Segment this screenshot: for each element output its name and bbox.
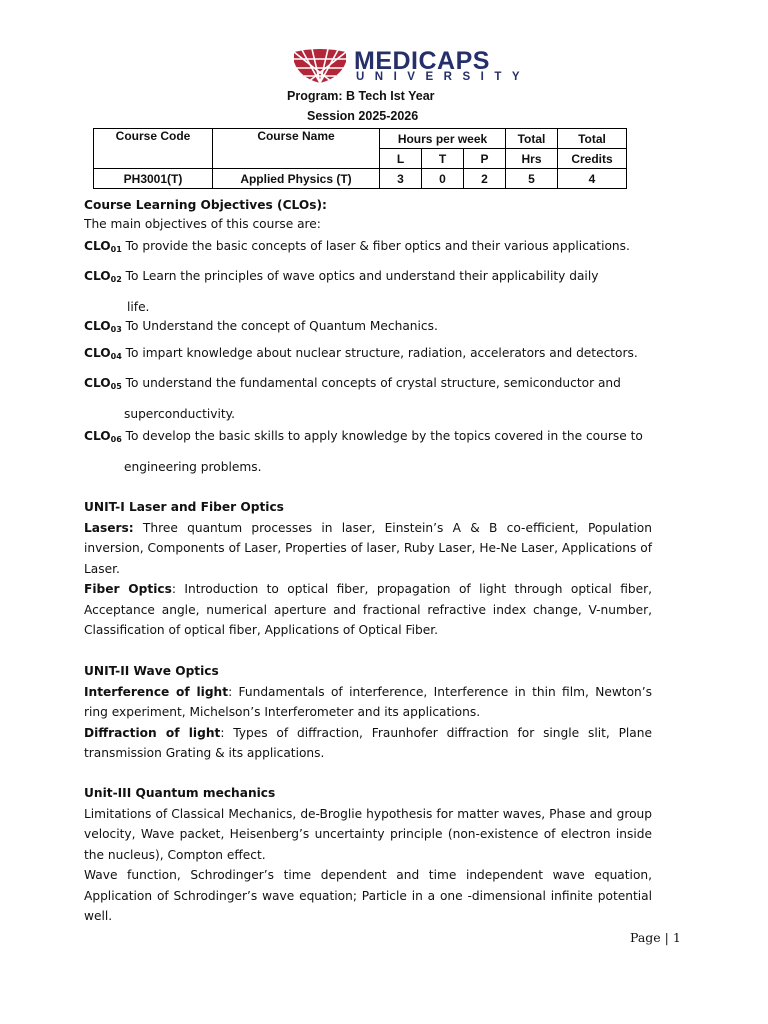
session-title: Session 2025-2026 bbox=[307, 109, 419, 123]
clo-text-continued: engineering problems. bbox=[124, 459, 262, 474]
clo-number: 01 bbox=[110, 245, 122, 254]
clo-heading: Course Learning Objectives (CLOs): bbox=[84, 198, 327, 212]
program-title: Program: B Tech Ist Year bbox=[287, 89, 435, 103]
header-p: P bbox=[464, 149, 506, 169]
header-l: L bbox=[380, 149, 422, 169]
cell-hrs: 5 bbox=[506, 169, 558, 189]
unit-1-paragraph-lasers bbox=[84, 518, 652, 580]
topic-text: : Introduction to optical fiber, propagation of light through optical fiber, Acceptance angle, numerical aperture and fractional refractive index change, V-number, Classification of optical fiber, Applications of Optical Fiber. bbox=[84, 582, 652, 637]
header-credits: Credits bbox=[558, 149, 627, 169]
clo-prefix: CLO bbox=[84, 429, 111, 443]
topic-label: Fiber Optics bbox=[84, 582, 172, 596]
cell-p: 2 bbox=[464, 169, 506, 189]
clo-number: 02 bbox=[110, 275, 122, 284]
topic-label: Diffraction of light bbox=[84, 725, 221, 740]
clo-text: To Understand the concept of Quantum Mechanics. bbox=[121, 319, 438, 333]
header-total-credits: Total bbox=[558, 129, 627, 149]
clo-text: To understand the fundamental concepts of crystal structure, semiconductor and bbox=[121, 376, 621, 390]
unit-3-title: Unit-III Quantum mechanics bbox=[84, 786, 276, 800]
unit-3-section bbox=[84, 783, 652, 927]
clo-prefix: CLO bbox=[84, 269, 111, 283]
clo-item bbox=[84, 370, 652, 427]
table-header-row bbox=[94, 129, 627, 149]
clo-text-continued: life. bbox=[127, 299, 150, 314]
table-row bbox=[94, 169, 627, 189]
clo-number: 06 bbox=[110, 435, 122, 444]
clo-number: 05 bbox=[110, 382, 122, 391]
clo-intro: The main objectives of this course are: bbox=[84, 217, 321, 231]
clo-prefix: CLO bbox=[84, 346, 111, 360]
clo-text-continued: superconductivity. bbox=[124, 406, 235, 421]
clo-number: 03 bbox=[110, 325, 122, 334]
header-course-code: Course Code bbox=[94, 129, 213, 169]
clo-number: 04 bbox=[110, 352, 122, 361]
topic-text: Three quantum processes in laser, Einstein’s A & B co-efficient, Population inversion, Components of Laser, Properties of laser, Ruby Laser, He-Ne Laser, Applications of Laser. bbox=[84, 520, 652, 576]
topic-text: : Fundamentals of interference, Interference in thin film, Newton’s ring experiment, Michelson’s Interferometer and its applications. bbox=[84, 684, 652, 719]
clo-text: To provide the basic concepts of laser & fiber optics and their various applications. bbox=[121, 239, 630, 253]
clo-prefix: CLO bbox=[84, 376, 111, 390]
logo-subtitle: UNIVERSITY bbox=[356, 71, 531, 83]
clo-text: To impart knowledge about nuclear structure, radiation, accelerators and detectors. bbox=[121, 346, 638, 360]
clo-item bbox=[84, 316, 652, 341]
clo-prefix: CLO bbox=[84, 239, 111, 253]
unit-1-section bbox=[84, 497, 652, 641]
unit-1-paragraph-fiber bbox=[84, 579, 652, 641]
header-total-hrs: Total bbox=[506, 129, 558, 149]
unit-2-section bbox=[84, 661, 652, 764]
header-course-name: Course Name bbox=[213, 129, 380, 169]
cell-t: 0 bbox=[422, 169, 464, 189]
header-t: T bbox=[422, 149, 464, 169]
clo-item bbox=[84, 236, 652, 261]
page-number: Page | 1 bbox=[630, 930, 681, 945]
clo-text: To Learn the principles of wave optics and understand their applicability daily bbox=[121, 269, 599, 283]
cell-course-name: Applied Physics (T) bbox=[213, 169, 380, 189]
university-emblem-icon bbox=[292, 48, 348, 84]
unit-2-title: UNIT-II Wave Optics bbox=[84, 664, 219, 678]
cell-course-code: PH3001(T) bbox=[94, 169, 213, 189]
header-hrs: Hrs bbox=[506, 149, 558, 169]
cell-l: 3 bbox=[380, 169, 422, 189]
cell-credits: 4 bbox=[558, 169, 627, 189]
logo-wordmark: MEDICAPS bbox=[354, 47, 490, 75]
topic-label: Interference of light bbox=[84, 684, 229, 699]
clo-section bbox=[84, 196, 652, 234]
topic-label: Lasers: bbox=[84, 520, 134, 535]
clo-item bbox=[84, 263, 652, 320]
unit-3-paragraph-1: Limitations of Classical Mechanics, de-Broglie hypothesis for matter waves, Phase and group velocity, Wave packet, Heisenberg’s uncertainty principle (non-existence of electron inside the nucleus), Compton effect. bbox=[84, 806, 652, 862]
university-logo bbox=[292, 48, 562, 86]
unit-3-paragraph-2: Wave function, Schrodinger’s time dependent and time independent wave equation, Application of Schrodinger’s wave equation; Particle in a one -dimensional infinite potential well. bbox=[84, 868, 652, 923]
unit-2-paragraph-diffraction bbox=[84, 723, 652, 764]
topic-text: : Types of diffraction, Fraunhofer diffraction for single slit, Plane transmission Grating & its applications. bbox=[84, 725, 652, 760]
clo-prefix: CLO bbox=[84, 319, 111, 333]
clo-text: To develop the basic skills to apply knowledge by the topics covered in the course to bbox=[121, 429, 643, 443]
header-hours-per-week: Hours per week bbox=[380, 129, 506, 149]
clo-item bbox=[84, 343, 652, 368]
unit-1-title: UNIT-I Laser and Fiber Optics bbox=[84, 500, 284, 514]
clo-item bbox=[84, 423, 652, 480]
course-table bbox=[93, 128, 627, 189]
unit-2-paragraph-interference bbox=[84, 682, 652, 723]
